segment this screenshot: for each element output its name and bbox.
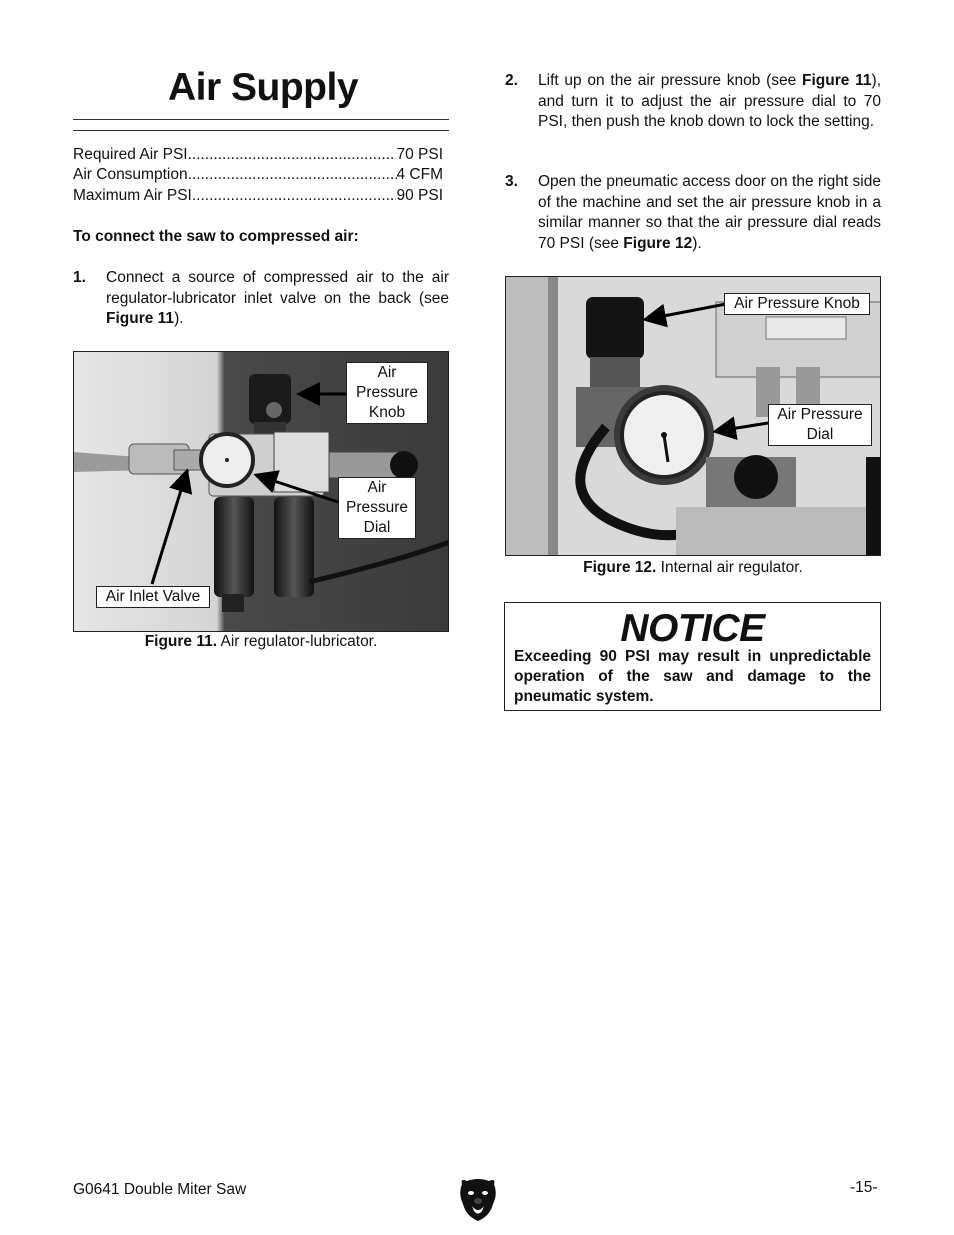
title-rule-top <box>73 119 449 120</box>
figure-12 <box>505 276 881 556</box>
bear-logo-icon <box>458 1178 498 1222</box>
spec-value: 4 CFM <box>396 166 443 183</box>
notice-title: NOTICE <box>620 607 765 650</box>
instructions-heading: To connect the saw to compressed air: <box>73 228 359 245</box>
spec-label: Required Air PSI <box>73 146 188 163</box>
callout-air-pressure-dial: Air Pressure Dial <box>338 477 416 539</box>
spec-value: 70 PSI <box>396 146 443 163</box>
spec-row <box>73 146 443 164</box>
step-number: 2. <box>505 72 518 89</box>
spec-row <box>73 187 443 205</box>
figure-11 <box>73 351 449 632</box>
spec-leader <box>188 146 397 164</box>
spec-value: 90 PSI <box>396 187 443 204</box>
callout-air-pressure-dial: Air Pressure Dial <box>768 404 872 446</box>
notice-text: Exceeding 90 PSI may result in unpredictable operation of the saw and damage to the pneumatic system. <box>514 648 871 705</box>
spec-row <box>73 166 443 184</box>
figure-12-caption: Figure 12. Internal air regulator. <box>583 559 803 576</box>
page-number: -15- <box>850 1179 878 1196</box>
figure-reference: Figure 12 <box>623 234 693 252</box>
step-number: 1. <box>73 269 86 286</box>
step-1 <box>73 268 449 330</box>
step-2 <box>505 71 881 133</box>
footer-manual-name: G0641 Double Miter Saw <box>73 1181 247 1198</box>
step-number: 3. <box>505 173 518 190</box>
callout-air-pressure-knob: Air Pressure Knob <box>724 293 870 315</box>
notice-box <box>504 602 881 711</box>
figure-reference: Figure 11 <box>106 310 175 327</box>
spec-leader <box>192 187 397 205</box>
title-rule-bottom <box>73 130 449 131</box>
spec-label: Maximum Air PSI <box>73 187 192 204</box>
figure-11-caption: Figure 11. Air regulator-lubricator. <box>144 633 378 650</box>
spec-leader <box>188 166 397 184</box>
figure-reference: Figure 11 <box>802 72 872 89</box>
spec-label: Air Consumption <box>73 166 188 183</box>
page-title: Air Supply <box>168 66 359 109</box>
step-text: Lift up on the air pressure knob (see Figure 11), and turn it to adjust the air pressure dial to 70 PSI, then push the knob down to lock the setting. <box>538 72 882 130</box>
step-3 <box>505 172 881 254</box>
callout-air-pressure-knob: Air Pressure Knob <box>346 362 428 424</box>
step-text: Connect a source of compressed air to the air regulator-lubricator inlet valve on the back (see Figure 11). <box>106 269 449 327</box>
callout-air-inlet-valve: Air Inlet Valve <box>96 586 210 608</box>
step-text: Open the pneumatic access door on the right side of the machine and set the air pressure knob in a similar manner so that the air pressure dial reads 70 PSI (see Figure 12). <box>538 173 881 252</box>
